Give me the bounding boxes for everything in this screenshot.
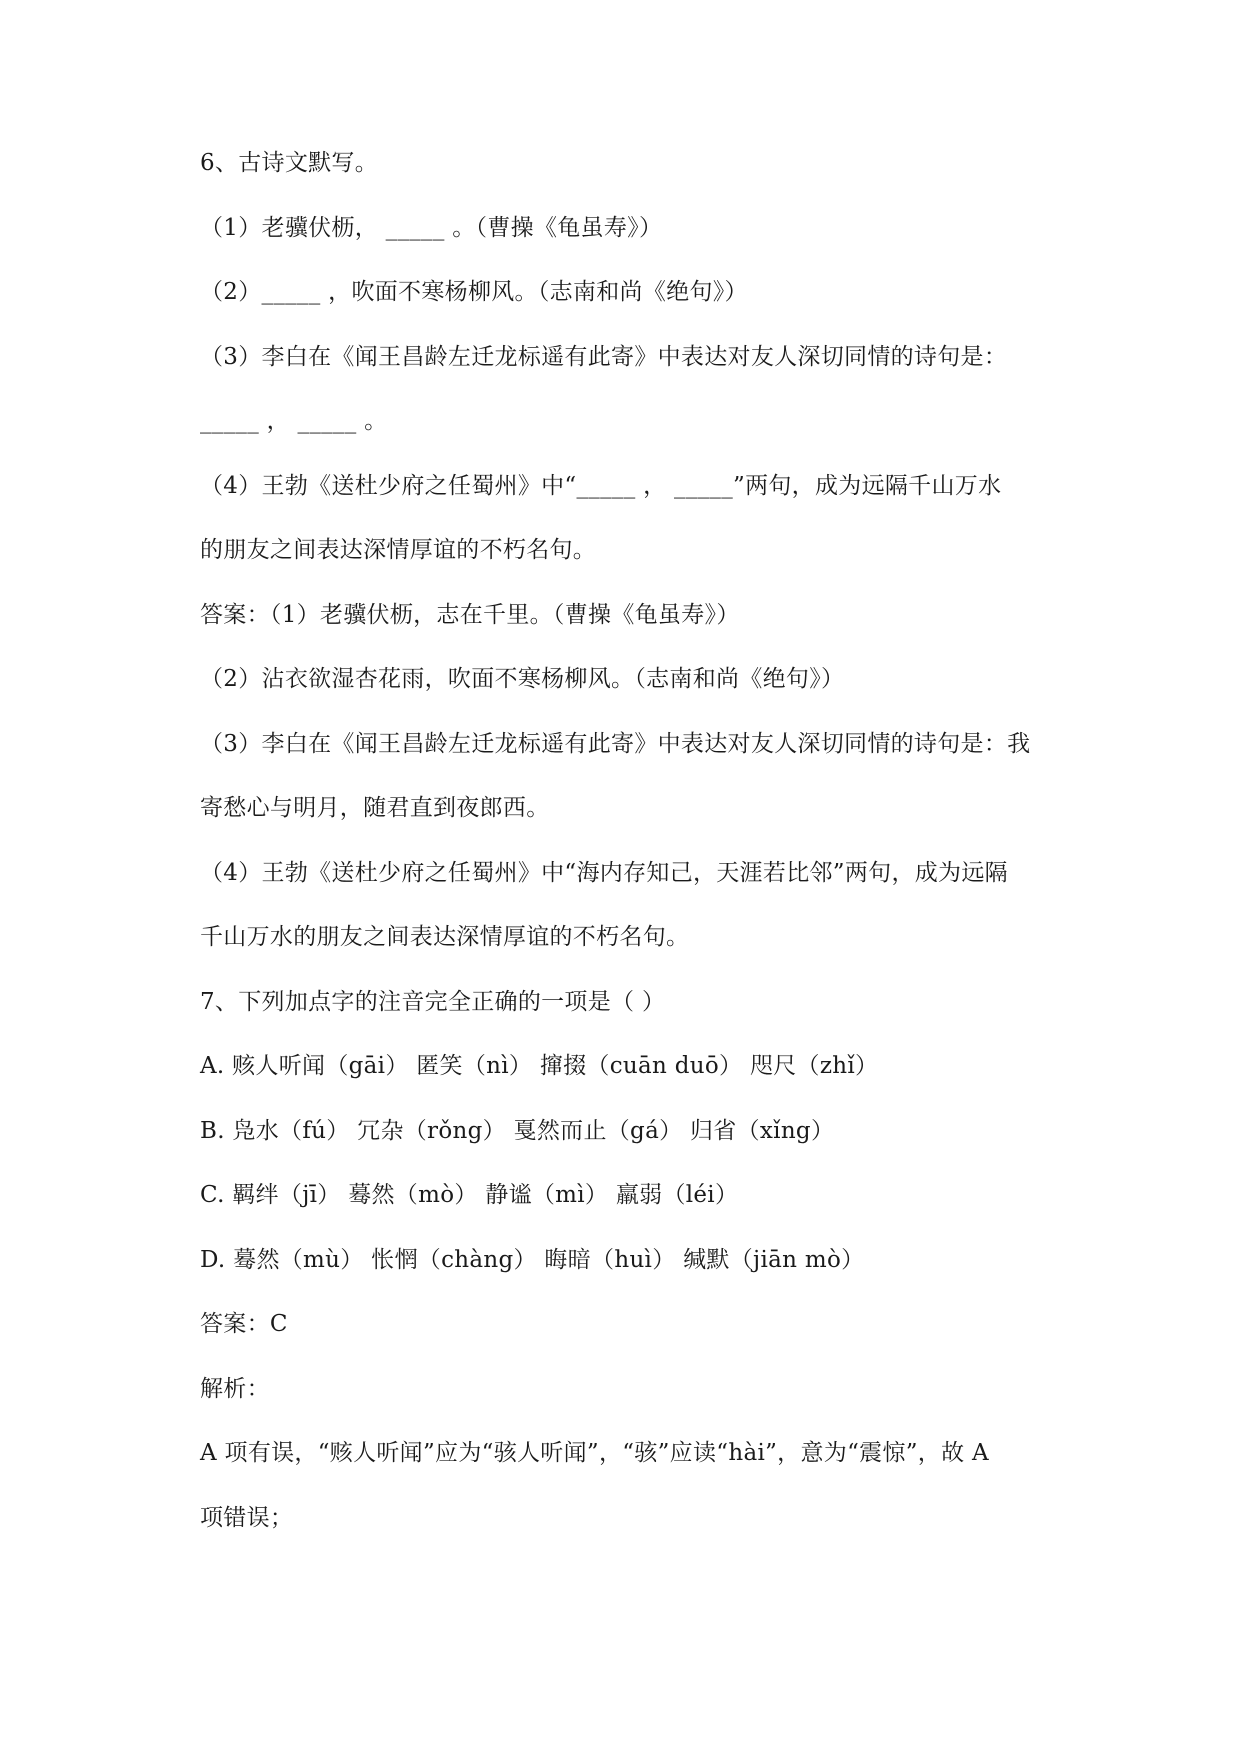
analysis-label: 解析： (200, 1375, 270, 1402)
question-6-item-3-blanks: _____ ， _____ 。 (200, 408, 388, 434)
answer-6-item-4: （4）王勃《送杜少府之任蜀州》中“海内存知己，天涯若比邻”两句，成为远隔 (200, 859, 1008, 886)
question-6-item-1: （1）老骥伏枥， _____ 。（曹操《龟虽寿》） (200, 214, 663, 241)
question-6-item-4-cont: 的朋友之间表达深情厚谊的不朽名句。 (200, 537, 597, 563)
question-6-item-2: （2）_____ ，吹面不寒杨柳风。（志南和尚《绝句》） (200, 279, 748, 305)
analysis-a: A 项有误，“赅人听闻”应为“骇人听闻”，“骇”应读“hài”，意为“震惊”，故 A (200, 1440, 989, 1466)
answer-6-item-3-cont: 寄愁心与明月，随君直到夜郎西。 (200, 795, 550, 821)
option-c: C. 羁绊（jī） 蓦然（mò） 静谧（mì） 羸弱（léi） (200, 1182, 739, 1208)
question-6-item-3: （3）李白在《闻王昌龄左迁龙标遥有此寄》中表达对友人深切同情的诗句是： (200, 343, 1008, 370)
question-7-heading: 7、下列加点字的注音完全正确的一项是（ ） (200, 988, 666, 1015)
answer-6-item-3: （3）李白在《闻王昌龄左迁龙标遥有此寄》中表达对友人深切同情的诗句是：我 (200, 730, 1031, 757)
answer-6-item-4-cont: 千山万水的朋友之间表达深情厚谊的不朽名句。 (200, 924, 690, 950)
option-b: B. 凫水（fú） 冗杂（rǒng） 戛然而止（gá） 归省（xǐng） (200, 1117, 835, 1144)
answer-6-item-1: 答案：（1）老骥伏枥，志在千里。（曹操《龟虽寿》） (200, 601, 740, 628)
option-d: D. 蓦然（mù） 怅惘（chàng） 晦暗（huì） 缄默（jiān mò） (200, 1246, 865, 1273)
option-a: A. 赅人听闻（gāi） 匿笑（nì） 撺掇（cuān duō） 咫尺（zhǐ） (200, 1053, 879, 1079)
question-6-item-4: （4）王勃《送杜少府之任蜀州》中“_____ ， _____”两句，成为远隔千山万水 (200, 472, 1002, 499)
question-6-heading: 6、古诗文默写。 (200, 150, 379, 176)
answer-7: 答案：C (200, 1311, 288, 1337)
document-body (200, 148, 1080, 1567)
answer-6-item-2: （2）沾衣欲湿杏花雨，吹面不寒杨柳风。（志南和尚《绝句》） (200, 666, 845, 692)
analysis-a-cont: 项错误； (200, 1504, 294, 1531)
